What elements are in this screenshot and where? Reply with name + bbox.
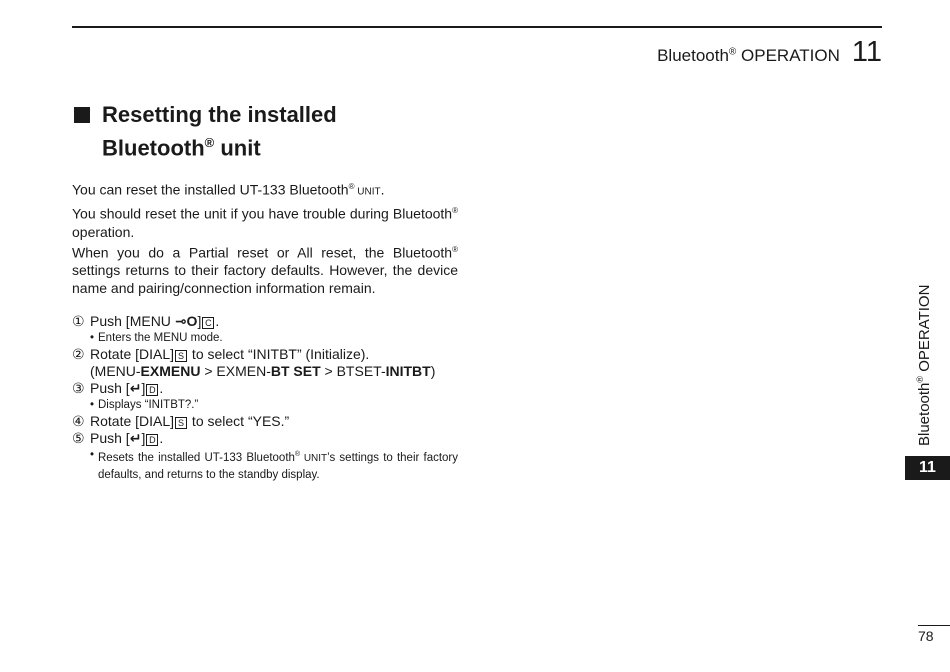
intro-text	[72, 178, 458, 297]
step-text	[90, 313, 458, 330]
header-title-text: Bluetooth	[657, 46, 729, 65]
page-header	[657, 36, 882, 69]
heading-suffix: unit	[214, 135, 261, 161]
step-1	[72, 313, 458, 330]
step-2-end: to select “INITBT” (Initialize).	[188, 346, 370, 363]
procedure-steps	[72, 313, 458, 483]
key-s-icon: S	[175, 350, 187, 362]
intro-p1-reg: ®	[348, 182, 355, 192]
key-s-icon: S	[175, 417, 187, 429]
enter-key-icon: ↵	[129, 380, 142, 397]
enter-key-icon: ↵	[129, 430, 142, 447]
top-rule	[72, 26, 882, 28]
intro-p1-unit: UNIT	[354, 186, 381, 198]
step-3	[72, 380, 458, 397]
path-sep-2: > BTSET-	[320, 363, 386, 380]
intro-p2-text: You should reset the unit if you have trouble during Bluetooth	[72, 205, 453, 222]
step-3-pre: Push [	[90, 380, 130, 397]
intro-p3-text: When you do a Partial reset or All reset, the Bluetooth	[72, 244, 453, 261]
step-5-note	[72, 447, 458, 483]
step-5-pre: Push [	[90, 430, 130, 447]
step-3-note	[72, 397, 458, 413]
page-number: 78	[918, 628, 934, 644]
path-sep-1: > EXMEN-	[200, 363, 271, 380]
side-label-text: Bluetooth	[916, 382, 933, 446]
heading-brand: Bluetooth	[102, 135, 205, 161]
step-number: ⑤	[72, 430, 85, 447]
step-4	[72, 413, 458, 430]
path-bt-set: BT SET	[270, 363, 321, 380]
intro-paragraph-3	[72, 241, 458, 298]
step-2-menu-path	[72, 363, 458, 380]
intro-p1-text: You can reset the installed UT-133 Bluetooth	[72, 181, 349, 198]
square-bullet-icon	[74, 107, 90, 123]
step-text	[90, 380, 458, 397]
intro-paragraph-1	[72, 178, 458, 202]
path-initbt: INITBT	[385, 363, 431, 380]
step-2-pre: Rotate [DIAL]	[90, 346, 175, 363]
step-text	[90, 430, 458, 447]
side-chapter-label	[915, 285, 933, 446]
heading-line-1: Resetting the installed	[102, 102, 337, 127]
intro-p2-end: operation.	[72, 223, 135, 240]
heading-line-2	[102, 129, 337, 162]
step-5-bracket: ]	[141, 430, 146, 447]
note-5-end: ’s settings to their factory defaults, and returns to the standby display.	[98, 452, 459, 482]
step-text	[90, 413, 458, 430]
step-1-pre: Push [MENU	[90, 313, 175, 330]
step-number: ③	[72, 380, 85, 397]
intro-p2-reg: ®	[452, 205, 458, 215]
step-3-note-text: Displays “INITBT?.”	[98, 399, 199, 412]
step-text	[90, 346, 458, 363]
step-number: ④	[72, 413, 85, 430]
section-heading	[72, 101, 458, 162]
heading-reg-mark: ®	[204, 135, 215, 150]
header-title	[657, 46, 840, 66]
step-3-end: .	[159, 380, 164, 397]
intro-paragraph-2	[72, 202, 458, 241]
step-1-note	[72, 330, 458, 346]
header-title-suffix: OPERATION	[736, 46, 840, 65]
step-1-bracket: ]	[197, 313, 202, 330]
key-c-icon: C	[202, 317, 214, 329]
header-chapter-number: 11	[851, 36, 882, 68]
step-5-note-text	[98, 447, 458, 483]
intro-p3-end: settings returns to their factory defaults. However, the device name and pairing/connection information remain.	[72, 262, 458, 297]
step-5-end: .	[159, 430, 164, 447]
intro-p3-reg: ®	[452, 244, 458, 254]
bullet-icon: •	[90, 449, 95, 462]
note-5-reg: ®	[294, 451, 301, 459]
step-1-note-text: Enters the MENU mode.	[98, 332, 223, 345]
step-number: ①	[72, 313, 85, 330]
step-2	[72, 346, 458, 363]
note-5-pre: Resets the installed UT-133 Bluetooth	[98, 452, 295, 465]
path-open: (MENU-	[90, 363, 141, 380]
intro-p1-end: .	[380, 181, 385, 198]
note-5-unit: UNIT	[300, 453, 328, 465]
bullet-icon: •	[90, 332, 95, 345]
section-reset-bluetooth	[72, 101, 458, 483]
menu-lock-key-icon: ⊸O	[174, 313, 198, 330]
header-reg-mark: ®	[728, 46, 737, 58]
section-heading-text	[102, 101, 337, 162]
step-number: ②	[72, 346, 85, 363]
page-number-rule	[918, 625, 950, 626]
step-4-end: to select “YES.”	[188, 413, 290, 430]
side-chapter-tab: 11	[905, 456, 950, 480]
step-1-end: .	[215, 313, 220, 330]
key-d-icon: D	[146, 384, 158, 396]
side-label-suffix: OPERATION	[916, 284, 933, 376]
bullet-icon: •	[90, 399, 95, 412]
step-5	[72, 430, 458, 447]
side-label-reg: ®	[915, 375, 925, 383]
path-exmenu: EXMENU	[140, 363, 201, 380]
path-close: )	[430, 363, 436, 380]
step-3-bracket: ]	[141, 380, 146, 397]
step-4-pre: Rotate [DIAL]	[90, 413, 175, 430]
key-d-icon: D	[146, 434, 158, 446]
